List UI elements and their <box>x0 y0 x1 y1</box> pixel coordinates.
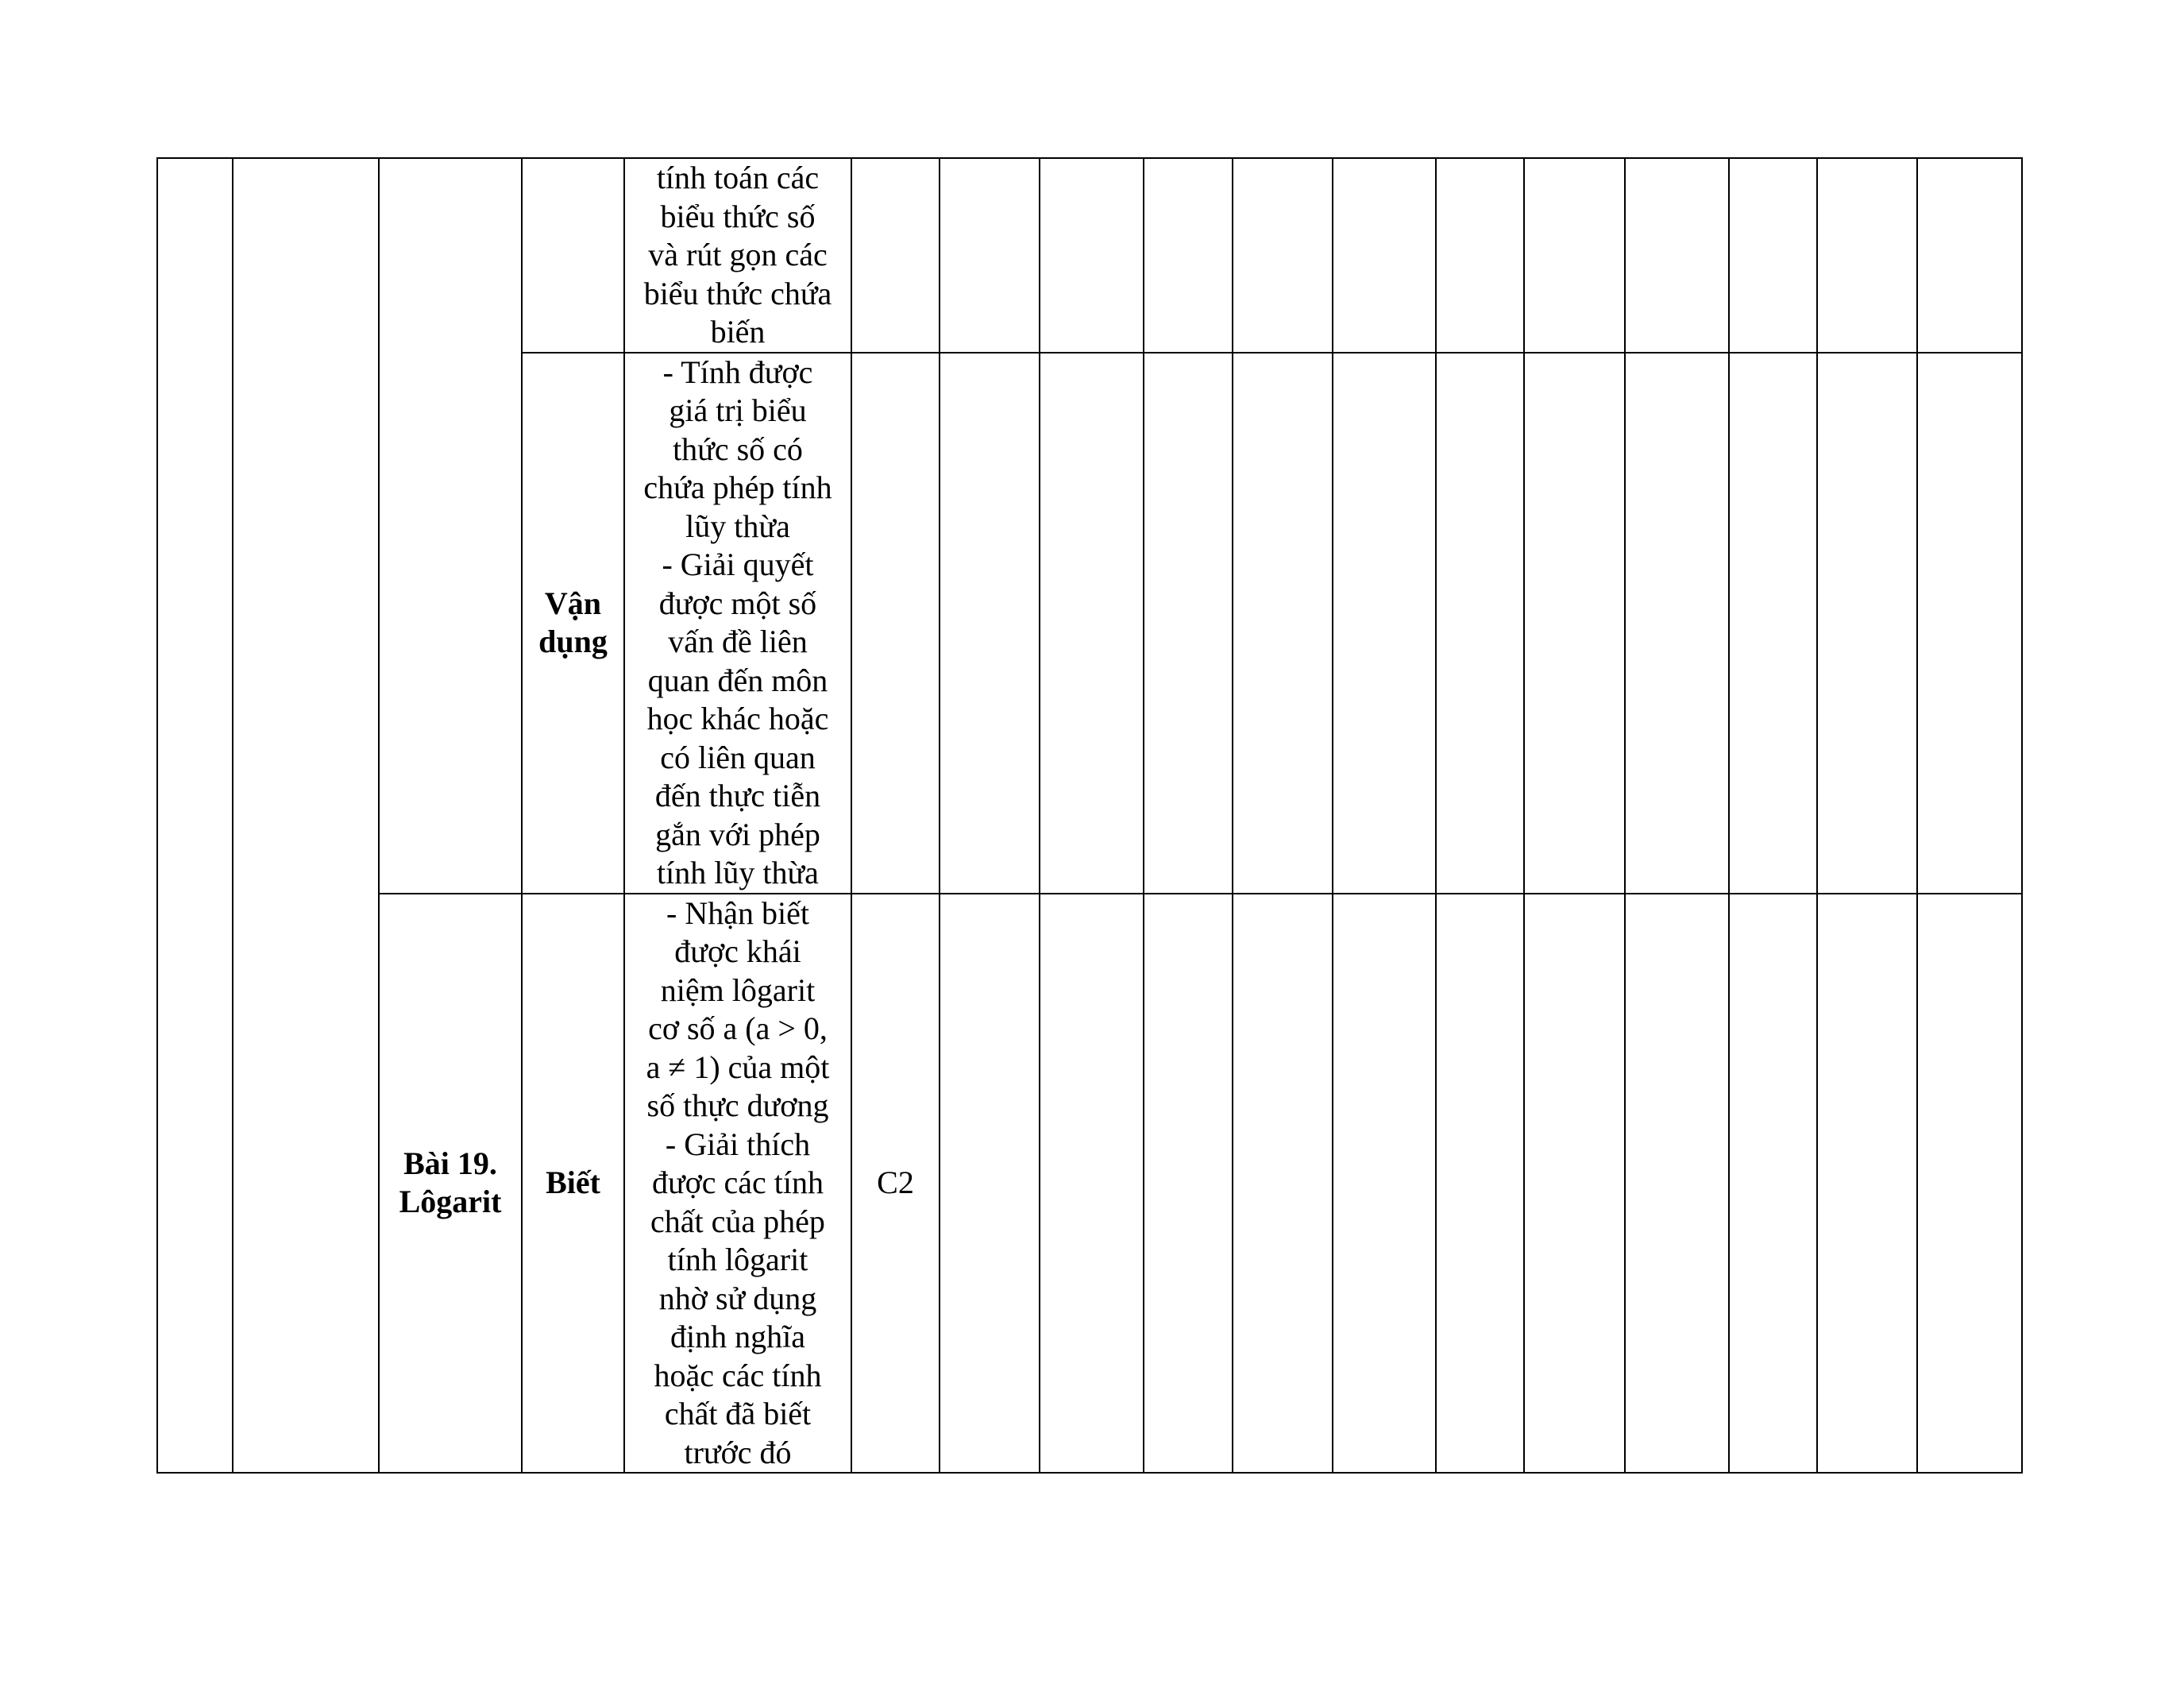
description-line: số thực dương <box>646 1087 829 1123</box>
empty-cell <box>1917 894 2022 1474</box>
description-line: niệm lôgarit <box>660 971 816 1008</box>
empty-cell <box>1333 158 1436 353</box>
description-line: - Giải thích <box>665 1126 811 1162</box>
empty-cell <box>1817 353 1917 894</box>
question-cell <box>851 158 940 353</box>
description-line: trước đó <box>684 1434 792 1470</box>
lesson-line: Lôgarit <box>399 1184 502 1220</box>
description-line: quan đến môn <box>647 662 828 698</box>
empty-cell <box>1040 158 1144 353</box>
question-cell <box>851 353 940 894</box>
description-line: đến thực tiễn <box>654 778 821 813</box>
empty-cell <box>1144 894 1233 1474</box>
empty-cell <box>1040 894 1144 1474</box>
description-line: thức số có <box>673 431 803 467</box>
level-line: dụng <box>538 624 608 659</box>
empty-cell <box>1436 894 1524 1474</box>
empty-cell <box>1817 158 1917 353</box>
description-line: a ≠ 1) của một <box>646 1049 830 1085</box>
description-cell <box>624 353 851 894</box>
description-line: định nghĩa <box>670 1319 805 1354</box>
level-cell <box>522 158 624 353</box>
description-line: biểu thức số <box>660 198 816 234</box>
description-line: - Giải quyết <box>662 547 814 582</box>
empty-cell <box>1233 353 1333 894</box>
level-cell <box>522 894 624 1474</box>
chapter-cell <box>233 158 379 1473</box>
description-line: và rút gọn các <box>648 237 828 272</box>
table-row <box>157 158 2022 353</box>
empty-cell <box>1333 894 1436 1474</box>
description-line: chất của phép <box>650 1203 825 1239</box>
empty-cell <box>940 894 1040 1474</box>
description-line: được các tính <box>651 1165 824 1200</box>
empty-cell <box>1524 894 1625 1474</box>
empty-cell <box>1144 158 1233 353</box>
description-line: biến <box>710 314 766 350</box>
description-line: có liên quan <box>660 739 816 775</box>
description-line: tính lũy thừa <box>657 855 819 890</box>
lesson-cell <box>379 894 522 1474</box>
empty-cell <box>1917 158 2022 353</box>
stt-cell <box>157 158 233 1473</box>
description-line: cơ số a (a > 0, <box>648 1010 828 1046</box>
level-cell <box>522 353 624 894</box>
level-line: Vận <box>544 585 602 621</box>
description-line: vấn đề liên <box>668 624 808 659</box>
description-line: - Tính được <box>662 353 813 390</box>
lesson-cell <box>379 158 522 894</box>
lesson-line: Bài 19. <box>403 1145 497 1181</box>
empty-cell <box>1625 894 1729 1474</box>
empty-cell <box>1333 353 1436 894</box>
empty-cell <box>1436 158 1524 353</box>
description-line: gắn với phép <box>655 816 820 852</box>
description-line: chất đã biết <box>664 1396 812 1431</box>
empty-cell <box>1233 158 1333 353</box>
empty-cell <box>1436 353 1524 894</box>
description-line: chứa phép tính <box>643 469 832 505</box>
table-row <box>157 894 2022 1474</box>
empty-cell <box>1817 894 1917 1474</box>
question-cell: C2 <box>851 894 940 1474</box>
description-line: biểu thức chứa <box>643 275 832 311</box>
empty-cell <box>1040 353 1144 894</box>
empty-cell <box>1729 353 1817 894</box>
empty-cell <box>1524 158 1625 353</box>
description-line: được một số <box>658 585 817 621</box>
empty-cell <box>1729 894 1817 1474</box>
description-line: tính lôgarit <box>667 1242 808 1277</box>
description-cell <box>624 158 851 353</box>
description-cell <box>624 894 851 1474</box>
empty-cell <box>1625 353 1729 894</box>
empty-cell <box>940 158 1040 353</box>
empty-cell <box>1233 894 1333 1474</box>
empty-cell <box>1729 158 1817 353</box>
description-line: học khác hoặc <box>646 701 829 736</box>
description-line: hoặc các tính <box>654 1357 822 1393</box>
description-line: lũy thừa <box>685 508 790 544</box>
description-line: tính toán các <box>656 160 820 195</box>
empty-cell <box>1917 353 2022 894</box>
empty-cell <box>1524 353 1625 894</box>
description-line: giá trị biểu <box>669 392 807 428</box>
assessment-matrix-table <box>156 157 2023 1474</box>
empty-cell <box>1625 158 1729 353</box>
description-line: nhờ sử dụng <box>658 1280 817 1316</box>
description-line: - Nhận biết <box>666 894 809 931</box>
description-line: được khái <box>674 933 801 969</box>
level-line: Biết <box>546 1165 600 1200</box>
empty-cell <box>940 353 1040 894</box>
empty-cell <box>1144 353 1233 894</box>
